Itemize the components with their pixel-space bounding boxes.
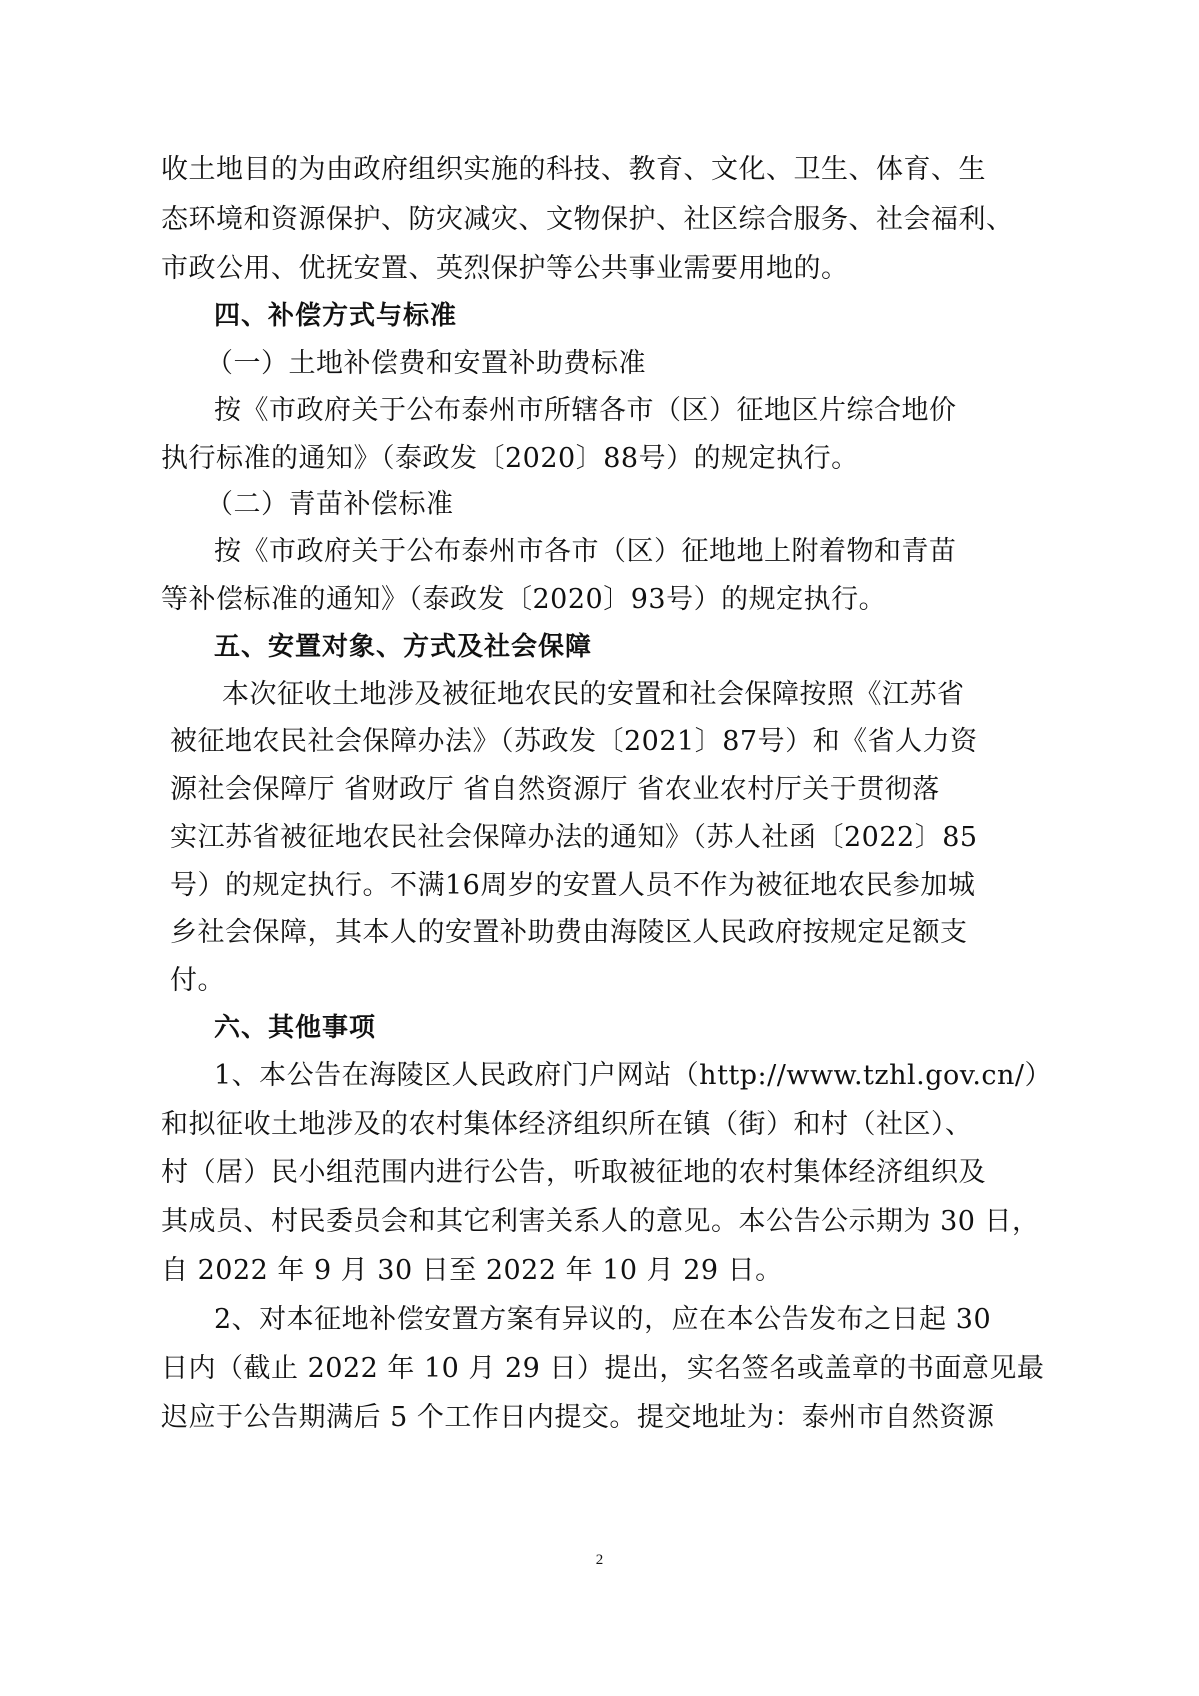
section-heading-6: 六、其他事项 (214, 1013, 377, 1043)
body-text-line: 付。 (170, 965, 225, 996)
subsection-heading: （二）青苗补偿标准 (206, 489, 454, 520)
body-text-line: 其成员、村民委员会和其它利害关系人的意见。本公告公示期为 30 日， (161, 1206, 1040, 1237)
body-text-line: 村（居）民小组范围内进行公告，听取被征地的农村集体经济组织及 (161, 1157, 986, 1188)
body-text-line: 和拟征收土地涉及的农村集体经济组织所在镇（街）和村（社区）、 (161, 1109, 973, 1140)
body-text-line: 态环境和资源保护、防灾减灾、文物保护、社区综合服务、社会福利、 (161, 204, 1014, 235)
body-text-line: 1、本公告在海陵区人民政府门户网站（http://www.tzhl.gov.cn/） (214, 1060, 1053, 1091)
body-text-line: 被征地农民社会保障办法》（苏政发〔2021〕87号）和《省人力资 (170, 726, 978, 757)
body-text-line: 执行标准的通知》（泰政发〔2020〕88号）的规定执行。 (161, 443, 859, 474)
section-heading-4: 四、补偿方式与标准 (214, 301, 458, 331)
body-text-line: 迟应于公告期满后 5 个工作日内提交。提交地址为：泰州市自然资源 (161, 1402, 995, 1433)
body-text-line: 收土地目的为由政府组织实施的科技、教育、文化、卫生、体育、生 (161, 154, 986, 185)
body-text-line: 2、对本征地补偿安置方案有异议的，应在本公告发布之日起 30 (214, 1304, 992, 1335)
body-text-line: 自 2022 年 9 月 30 日至 2022 年 10 月 29 日。 (161, 1255, 783, 1286)
body-text-line: 实江苏省被征地农民社会保障办法的通知》（苏人社函〔2022〕85 (170, 822, 978, 853)
body-text-line: 市政公用、优抚安置、英烈保护等公共事业需要用地的。 (161, 253, 849, 284)
body-text-line: 按《市政府关于公布泰州市各市（区）征地地上附着物和青苗 (214, 536, 957, 567)
section-heading-5: 五、安置对象、方式及社会保障 (214, 632, 593, 662)
page-number: 2 (595, 1552, 604, 1568)
body-text-line: 号）的规定执行。不满16周岁的安置人员不作为被征地农民参加城 (170, 870, 976, 901)
body-text-line: 本次征收土地涉及被征地农民的安置和社会保障按照《江苏省 (222, 679, 965, 710)
subsection-heading: （一）土地补偿费和安置补助费标准 (206, 348, 646, 379)
body-text-line: 按《市政府关于公布泰州市所辖各市（区）征地区片综合地价 (214, 395, 957, 426)
body-text-line: 源社会保障厅 省财政厅 省自然资源厅 省农业农村厅关于贯彻落 (170, 774, 940, 805)
body-text-line: 等补偿标准的通知》（泰政发〔2020〕93号）的规定执行。 (161, 584, 887, 615)
body-text-line: 乡社会保障，其本人的安置补助费由海陵区人民政府按规定足额支 (170, 917, 968, 948)
body-text-line: 日内（截止 2022 年 10 月 29 日）提出，实名签名或盖章的书面意见最 (161, 1353, 1045, 1384)
